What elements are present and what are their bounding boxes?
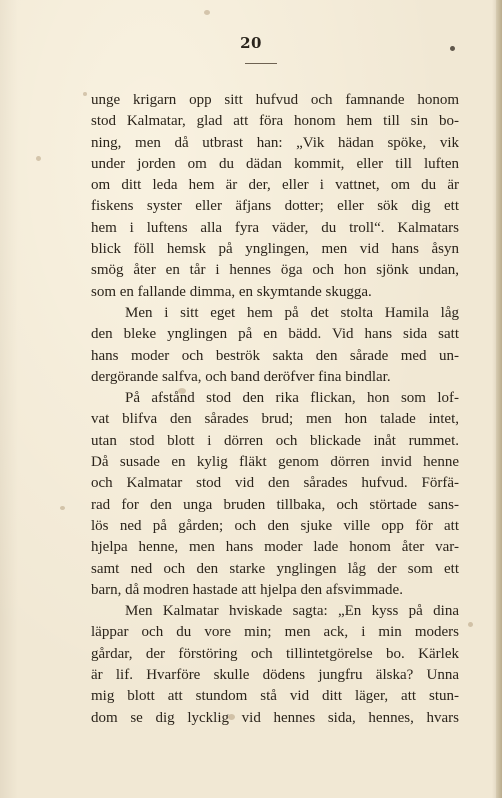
text-line: Men Kalmatar hviskade sagta: „En kyss på dina (125, 603, 459, 620)
text-line: och Kalmatar stod vid den sårades hufvud. Förfä- (91, 475, 459, 492)
text-line: blick föll hemsk på ynglingen, men vid hans åsyn (91, 241, 459, 258)
text-line: vat blifva den sårades brud; men hon talade intet, (91, 411, 459, 428)
text-line: samt ned och den starke ynglingen låg der som ett (91, 560, 459, 577)
text-line: om ditt leda hem är der, eller i vattnet, om du är (91, 177, 459, 194)
text-line: hem i luftens alla fyra väder, du troll“. Kalmatars (91, 219, 459, 236)
foxing-spot (36, 156, 41, 161)
page-edge (496, 0, 502, 798)
text-line: barn, då modren hastade att hjelpa den afsvimmade. (91, 581, 403, 598)
text-line: är lif. Hvarföre skulle dödens jungfru älska? Unna (91, 667, 459, 684)
text-line: lös ned på gården; och den sjuke ville opp för att (91, 517, 459, 534)
text-line: ning, men då utbrast han: „Vik hädan spöke, vik (91, 134, 459, 151)
page-number: 20 (240, 34, 262, 52)
header-rule (245, 63, 277, 64)
text-line: rad for den unga bruden tillbaka, och störtade sans- (91, 496, 459, 513)
text-line: den bleke ynglingen på en bädd. Vid hans sida satt (91, 326, 459, 343)
text-line: dergörande salfva, och band deröfver fina bindlar. (91, 368, 391, 385)
foxing-spot (83, 92, 87, 96)
text-line: hjelpa henne, men hans moder lade honom åter var- (91, 539, 459, 556)
text-line: gårdar, der förstöring och tillintetgörelse bo. Kärlek (91, 645, 459, 662)
text-line: fiskens syster eller äfjans dotter; eller sök dig ett (91, 198, 459, 215)
text-line: hans moder och beströk sakta den sårade med un- (91, 347, 459, 364)
text-line: dom se dig lycklig vid hennes sida, hennes, hvars (91, 709, 459, 726)
text-line: På afstånd stod den rika flickan, hon som lof- (125, 390, 459, 407)
foxing-spot (60, 506, 65, 510)
text-line: Då susade en kylig fläkt genom dörren invid henne (91, 454, 459, 471)
text-line: som en fallande dimma, en skymtande skugga. (91, 283, 372, 300)
text-line: stod Kalmatar, glad att föra honom hem till sin bo- (91, 113, 459, 130)
text-line: smög åter en tår i hennes öga och hon sjönk undan, (91, 262, 459, 279)
text-line: Men i sitt eget hem på det stolta Hamila låg (125, 304, 459, 321)
text-line: utan stod blott i dörren och blickade inåt rummet. (91, 432, 459, 449)
text-line: under jorden om du dädan kommit, eller till luften (91, 155, 459, 172)
text-line: läppar och du vore min; men ack, i min moders (91, 624, 459, 641)
foxing-spot (204, 10, 210, 15)
text-line: unge krigarn opp sitt hufvud och famnande honom (91, 92, 459, 108)
text-line: mig blott att stundom stå vid ditt läger, att stun- (91, 688, 459, 705)
body-text (91, 90, 459, 729)
foxing-spot (468, 622, 473, 627)
